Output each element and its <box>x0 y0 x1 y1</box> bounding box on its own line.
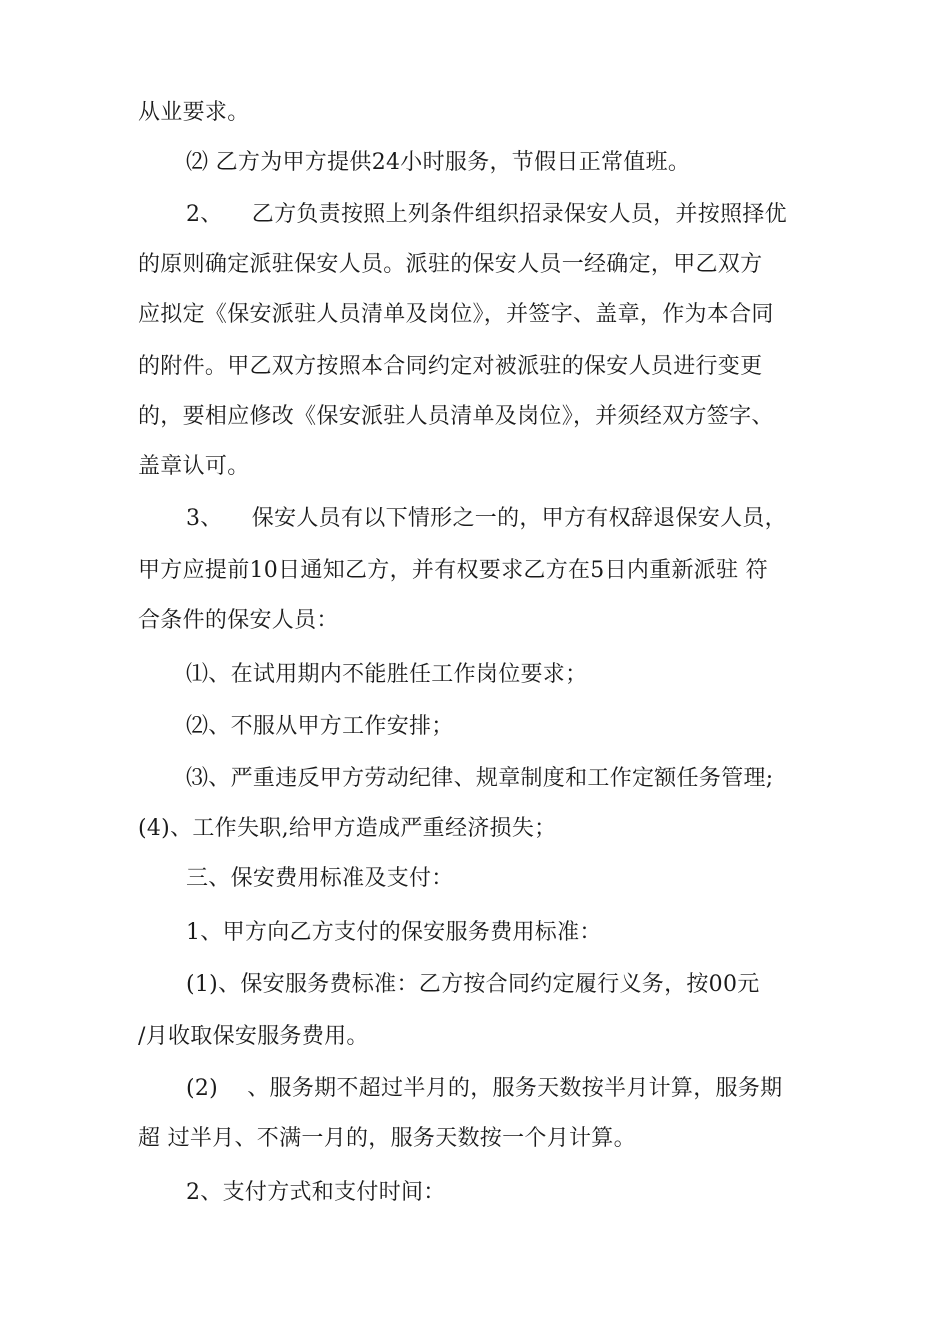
text-line: ⑴、在试用期内不能胜任工作岗位要求； <box>186 662 588 687</box>
text-line: ⑶、严重违反甲方劳动纪律、规章制度和工作定额任务管理; <box>186 766 774 791</box>
text-line: 盖章认可。 <box>138 454 250 479</box>
text-line: 合条件的保安人员： <box>138 608 339 633</box>
text-line: 3、 保安人员有以下情形之一的，甲方有权辞退保安人员， <box>186 506 787 531</box>
text-line: ⑵ 乙方为甲方提供24小时服务，节假日正常值班。 <box>186 150 691 175</box>
text-line: 2、 乙方负责按照上列条件组织招录保安人员，并按照择优 <box>186 202 787 227</box>
text-line: 超 过半月、不满一月的，服务天数按一个月计算。 <box>138 1126 636 1151</box>
text-line: 应拟定《保安派驻人员清单及岗位》，并签字、盖章，作为本合同 <box>138 302 774 327</box>
text-line: (2) 、服务期不超过半月的，服务天数按半月计算，服务期 <box>186 1076 783 1101</box>
text-line: 2、支付方式和支付时间： <box>186 1180 446 1205</box>
text-line: 的原则确定派驻保安人员。派驻的保安人员一经确定，甲乙双方 <box>138 252 763 277</box>
text-line: (4)、工作失职,给甲方造成严重经济损失； <box>138 816 557 841</box>
text-line: 的，要相应修改《保安派驻人员清单及岗位》，并须经双方签字、 <box>138 404 774 429</box>
text-line: ⑵、不服从甲方工作安排； <box>186 714 454 739</box>
text-line: 三、保安费用标准及支付： <box>186 866 454 891</box>
text-line: 从业要求。 <box>138 100 250 125</box>
text-line: 的附件。甲乙双方按照本合同约定对被派驻的保安人员进行变更 <box>138 354 763 379</box>
text-line: (1)、保安服务费标准：乙方按合同约定履行义务，按00元 <box>186 972 760 997</box>
text-line: 1、甲方向乙方支付的保安服务费用标准： <box>186 920 602 945</box>
text-line: /月收取保安服务费用。 <box>138 1024 369 1049</box>
text-line: 甲方应提前10日通知乙方，并有权要求乙方在5日内重新派驻 符 <box>138 558 768 583</box>
